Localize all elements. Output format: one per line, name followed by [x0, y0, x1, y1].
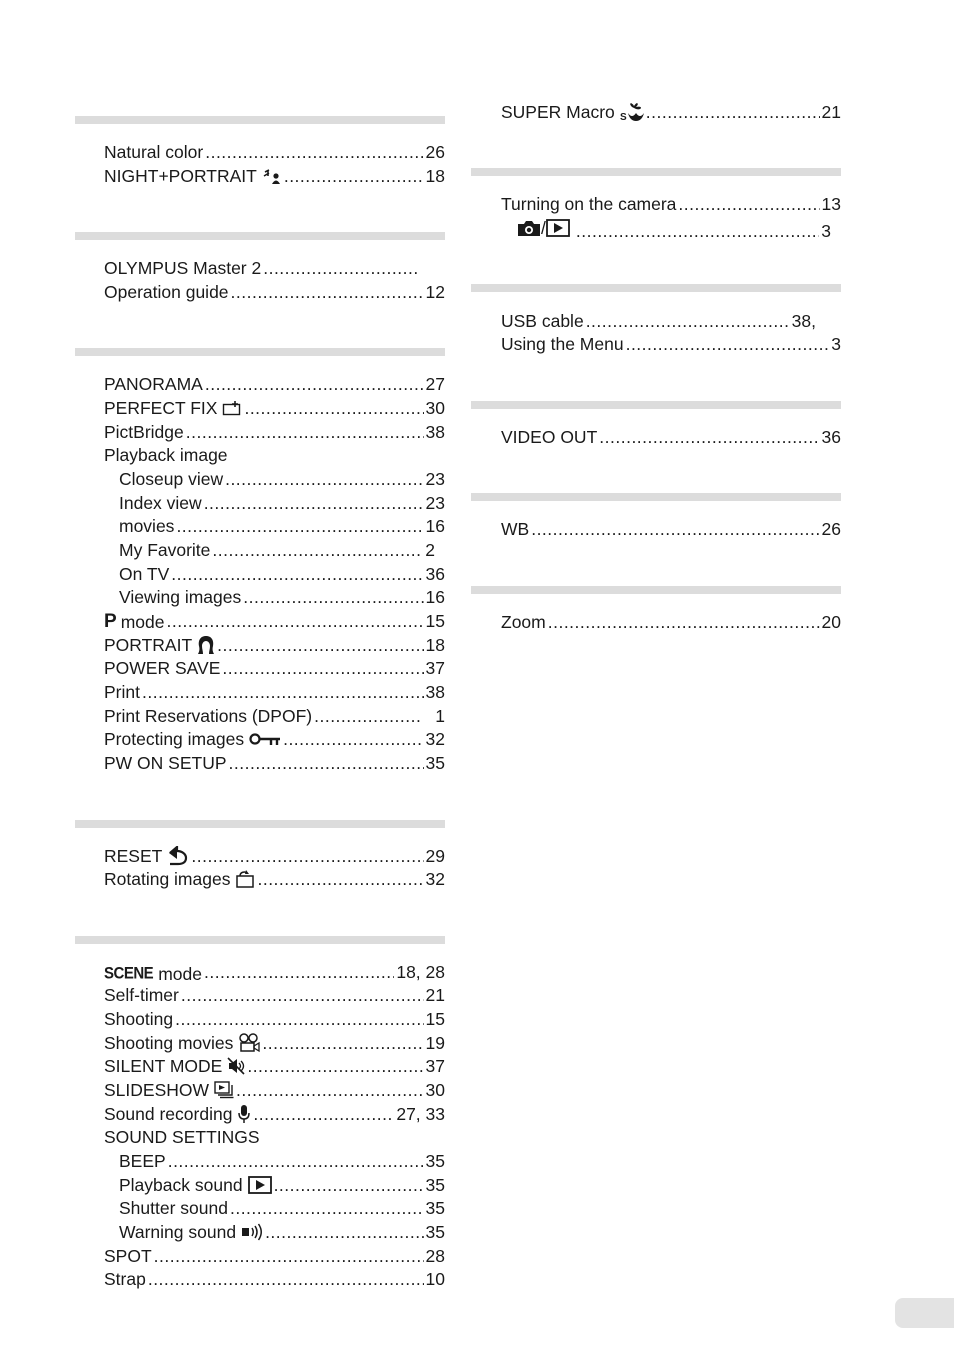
index-subentry: Index view ..... 23: [119, 491, 445, 515]
index-entry: Shooting movies ..... 19: [104, 1031, 445, 1055]
index-entry: Sound recording ..... 27, 33: [104, 1102, 445, 1126]
perfect-fix-icon: [222, 400, 242, 416]
index-entry: SUPER Macro S ..... 21: [501, 100, 841, 124]
index-entry: WB ..... 26: [501, 517, 841, 541]
camera-icon: [517, 219, 541, 237]
index-subentry: Playback sound ..... 35: [119, 1173, 445, 1197]
playback-icon: [248, 1176, 272, 1194]
section-bar: [471, 284, 841, 292]
index-entry: Turning on the camera ..... 13: [501, 192, 841, 216]
index-subentry: Warning sound ..... 35: [119, 1220, 445, 1244]
scene-mode-glyph: SCENE: [104, 963, 154, 983]
index-entry: SILENT MODE ..... 37: [104, 1054, 445, 1078]
page-edge-tab: [895, 1298, 954, 1328]
index-entry: POWER SAVE ..... 37: [104, 656, 445, 680]
index-entry: Natural color ..... 26: [104, 140, 445, 164]
movie-camera-icon: [238, 1033, 260, 1053]
index-subentry: movies ..... 16: [119, 514, 445, 538]
index-entry: PictBridge ..... 38: [104, 420, 445, 444]
index-entry: OLYMPUS Master 2 .....: [104, 256, 422, 280]
index-entry: Operation guide ..... 12: [104, 280, 445, 304]
section-bar: [471, 401, 841, 409]
index-entry: P mode ..... 15: [104, 609, 445, 633]
section-bar: [471, 493, 841, 501]
index-entry: Protecting images ..... 32: [104, 727, 445, 751]
index-entry: PANORAMA ..... 27: [104, 372, 445, 396]
index-entry: Print ..... 38: [104, 680, 445, 704]
index-entry: SCENE mode ..... 18, 28: [104, 960, 445, 984]
index-entry: SLIDESHOW ..... 30: [104, 1078, 445, 1102]
index-entry: Playback image: [104, 445, 228, 465]
index-subentry: My Favorite ..... 2: [119, 538, 435, 562]
index-entry: PERFECT FIX ..... 30: [104, 396, 445, 420]
slideshow-icon: [214, 1081, 234, 1099]
p-mode-glyph: P: [104, 611, 117, 632]
microphone-icon: [237, 1104, 251, 1124]
svg-text:S: S: [619, 112, 627, 121]
index-subentry: Viewing images ..... 16: [119, 585, 445, 609]
key-icon: [249, 732, 281, 746]
portrait-icon: [197, 635, 215, 655]
super-macro-icon: [620, 103, 644, 121]
index-entry: Shooting ..... 15: [104, 1007, 445, 1031]
index-entry: VIDEO OUT ..... 36: [501, 425, 841, 449]
index-entry: Print Reservations (DPOF) ..... 1: [104, 704, 445, 728]
index-entry: USB cable ..... 38,: [501, 309, 816, 333]
index-entry: PW ON SETUP ..... 35: [104, 751, 445, 775]
section-bar: [75, 820, 445, 828]
section-bar: [471, 586, 841, 594]
section-bar: [75, 348, 445, 356]
index-entry: SOUND SETTINGS: [104, 1127, 260, 1147]
playback-icon: [546, 219, 570, 237]
index-subentry: On TV ..... 36: [119, 562, 445, 586]
section-bar: [75, 116, 445, 124]
night-portrait-icon: [262, 168, 282, 184]
silent-icon: [227, 1057, 245, 1075]
index-entry: RESET ..... 29: [104, 844, 445, 868]
index-subentry: Closeup view ..... 23: [119, 467, 445, 491]
rotate-icon: [235, 870, 255, 888]
section-bar: [75, 936, 445, 944]
section-bar: [75, 232, 445, 240]
index-entry: Rotating images ..... 32: [104, 867, 445, 891]
speaker-icon: [241, 1223, 263, 1241]
index-entry: Zoom ..... 20: [501, 610, 841, 634]
section-bar: [471, 168, 841, 176]
index-subentry: BEEP ..... 35: [119, 1149, 445, 1173]
index-entry: NIGHT+PORTRAIT ..... 18: [104, 164, 445, 188]
index-entry: Self-timer ..... 21: [104, 983, 445, 1007]
index-entry: PORTRAIT ..... 18: [104, 633, 445, 657]
index-entry: SPOT ..... 28: [104, 1244, 445, 1268]
index-entry: Strap ..... 10: [104, 1267, 445, 1291]
index-subentry: / ..... 3: [517, 216, 831, 240]
reset-icon: [167, 846, 189, 866]
index-entry: Using the Menu ..... 3: [501, 332, 841, 356]
index-subentry: Shutter sound ..... 35: [119, 1196, 445, 1220]
